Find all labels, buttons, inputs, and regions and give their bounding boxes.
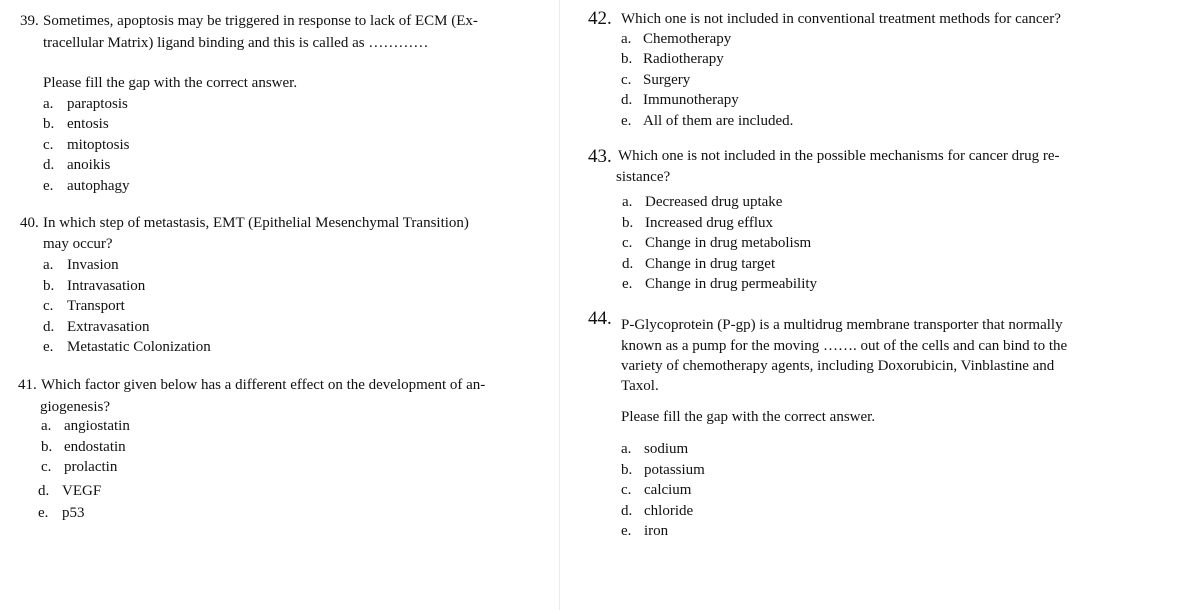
option-a-text[interactable]: paraptosis xyxy=(67,96,128,112)
option-letter: c. xyxy=(43,137,54,153)
question-text-line: sistance? xyxy=(616,169,671,185)
option-d-text[interactable]: chloride xyxy=(644,503,694,519)
question-text-line: variety of chemotherapy agents, including Doxorubicin, Vinblastine and xyxy=(621,358,1055,374)
option-letter: b. xyxy=(41,439,53,455)
option-e-text[interactable]: Metastatic Colonization xyxy=(67,339,211,355)
question-text-line: tracellular Matrix) ligand binding and this is called as ………… xyxy=(43,35,429,51)
option-a-text[interactable]: angiostatin xyxy=(64,418,130,434)
option-letter: e. xyxy=(621,523,632,539)
option-a-text[interactable]: Decreased drug uptake xyxy=(645,194,783,210)
option-a-text[interactable]: Invasion xyxy=(67,257,119,273)
question-text-line: In which step of metastasis, EMT (Epithelial Mesenchymal Transition) xyxy=(43,215,469,231)
option-c-text[interactable]: Change in drug metabolism xyxy=(645,235,812,251)
question-text-line: Which one is not included in conventional treatment methods for cancer? xyxy=(621,11,1061,27)
option-letter: a. xyxy=(621,31,632,47)
option-b-text[interactable]: Increased drug efflux xyxy=(645,215,773,231)
option-letter: d. xyxy=(621,503,633,519)
option-letter: b. xyxy=(621,462,633,478)
option-e-text[interactable]: p53 xyxy=(62,505,85,521)
option-letter: a. xyxy=(41,418,52,434)
option-d-text[interactable]: Immunotherapy xyxy=(643,92,739,108)
option-e-text[interactable]: autophagy xyxy=(67,178,130,194)
question-text-line: Which one is not included in the possible mechanisms for cancer drug re- xyxy=(618,148,1060,164)
question-text-line: Taxol. xyxy=(621,378,659,394)
option-b-text[interactable]: endostatin xyxy=(64,439,126,455)
option-letter: c. xyxy=(622,235,633,251)
option-letter: d. xyxy=(622,256,634,272)
question-text-line: may occur? xyxy=(43,236,113,252)
option-b-text[interactable]: entosis xyxy=(67,116,109,132)
option-letter: a. xyxy=(622,194,633,210)
option-letter: d. xyxy=(38,483,50,499)
question-text-line: P-Glycoprotein (P-gp) is a multidrug membrane transporter that normally xyxy=(621,317,1063,333)
option-d-text[interactable]: Extravasation xyxy=(67,319,150,335)
option-letter: a. xyxy=(43,257,54,273)
column-divider xyxy=(559,0,560,610)
question-text-line: giogenesis? xyxy=(40,399,110,415)
option-b-text[interactable]: potassium xyxy=(644,462,705,478)
option-a-text[interactable]: sodium xyxy=(644,441,689,457)
option-letter: e. xyxy=(621,113,632,129)
option-letter: e. xyxy=(38,505,49,521)
option-d-text[interactable]: VEGF xyxy=(62,483,102,499)
question-text-line: Which factor given below has a different effect on the development of an- xyxy=(41,377,486,393)
option-a-text[interactable]: Chemotherapy xyxy=(643,31,732,47)
option-d-text[interactable]: anoikis xyxy=(67,157,111,173)
question-text-line: known as a pump for the moving ……. out of the cells and can bind to the xyxy=(621,338,1068,354)
option-b-text[interactable]: Radiotherapy xyxy=(643,51,724,67)
option-c-text[interactable]: Surgery xyxy=(643,72,691,88)
option-letter: a. xyxy=(621,441,632,457)
option-letter: e. xyxy=(43,339,54,355)
option-letter: e. xyxy=(622,276,633,292)
question-text-line: Sometimes, apoptosis may be triggered in response to lack of ECM (Ex- xyxy=(43,13,478,29)
option-letter: b. xyxy=(621,51,633,67)
option-c-text[interactable]: calcium xyxy=(644,482,692,498)
option-letter: b. xyxy=(622,215,634,231)
option-e-text[interactable]: iron xyxy=(644,523,669,539)
option-e-text[interactable]: All of them are included. xyxy=(643,113,794,129)
question-number: 40. xyxy=(20,215,39,231)
option-letter: c. xyxy=(41,459,52,475)
question-number: 44. xyxy=(588,308,612,329)
option-e-text[interactable]: Change in drug permeability xyxy=(645,276,818,292)
question-instruction: Please fill the gap with the correct answer. xyxy=(621,409,876,425)
option-letter: c. xyxy=(43,298,54,314)
option-letter: b. xyxy=(43,278,55,294)
question-number: 42. xyxy=(588,8,612,29)
question-instruction: Please fill the gap with the correct answer. xyxy=(43,75,298,91)
option-c-text[interactable]: prolactin xyxy=(64,459,118,475)
option-letter: c. xyxy=(621,482,632,498)
option-letter: b. xyxy=(43,116,55,132)
option-letter: d. xyxy=(43,157,55,173)
option-d-text[interactable]: Change in drug target xyxy=(645,256,776,272)
option-letter: c. xyxy=(621,72,632,88)
option-c-text[interactable]: Transport xyxy=(67,298,125,314)
option-b-text[interactable]: Intravasation xyxy=(67,278,146,294)
question-number: 43. xyxy=(588,146,612,167)
option-letter: d. xyxy=(621,92,633,108)
question-number: 39. xyxy=(20,13,39,29)
option-letter: a. xyxy=(43,96,54,112)
question-number: 41. xyxy=(18,377,37,393)
option-letter: e. xyxy=(43,178,54,194)
option-c-text[interactable]: mitoptosis xyxy=(67,137,130,153)
option-letter: d. xyxy=(43,319,55,335)
